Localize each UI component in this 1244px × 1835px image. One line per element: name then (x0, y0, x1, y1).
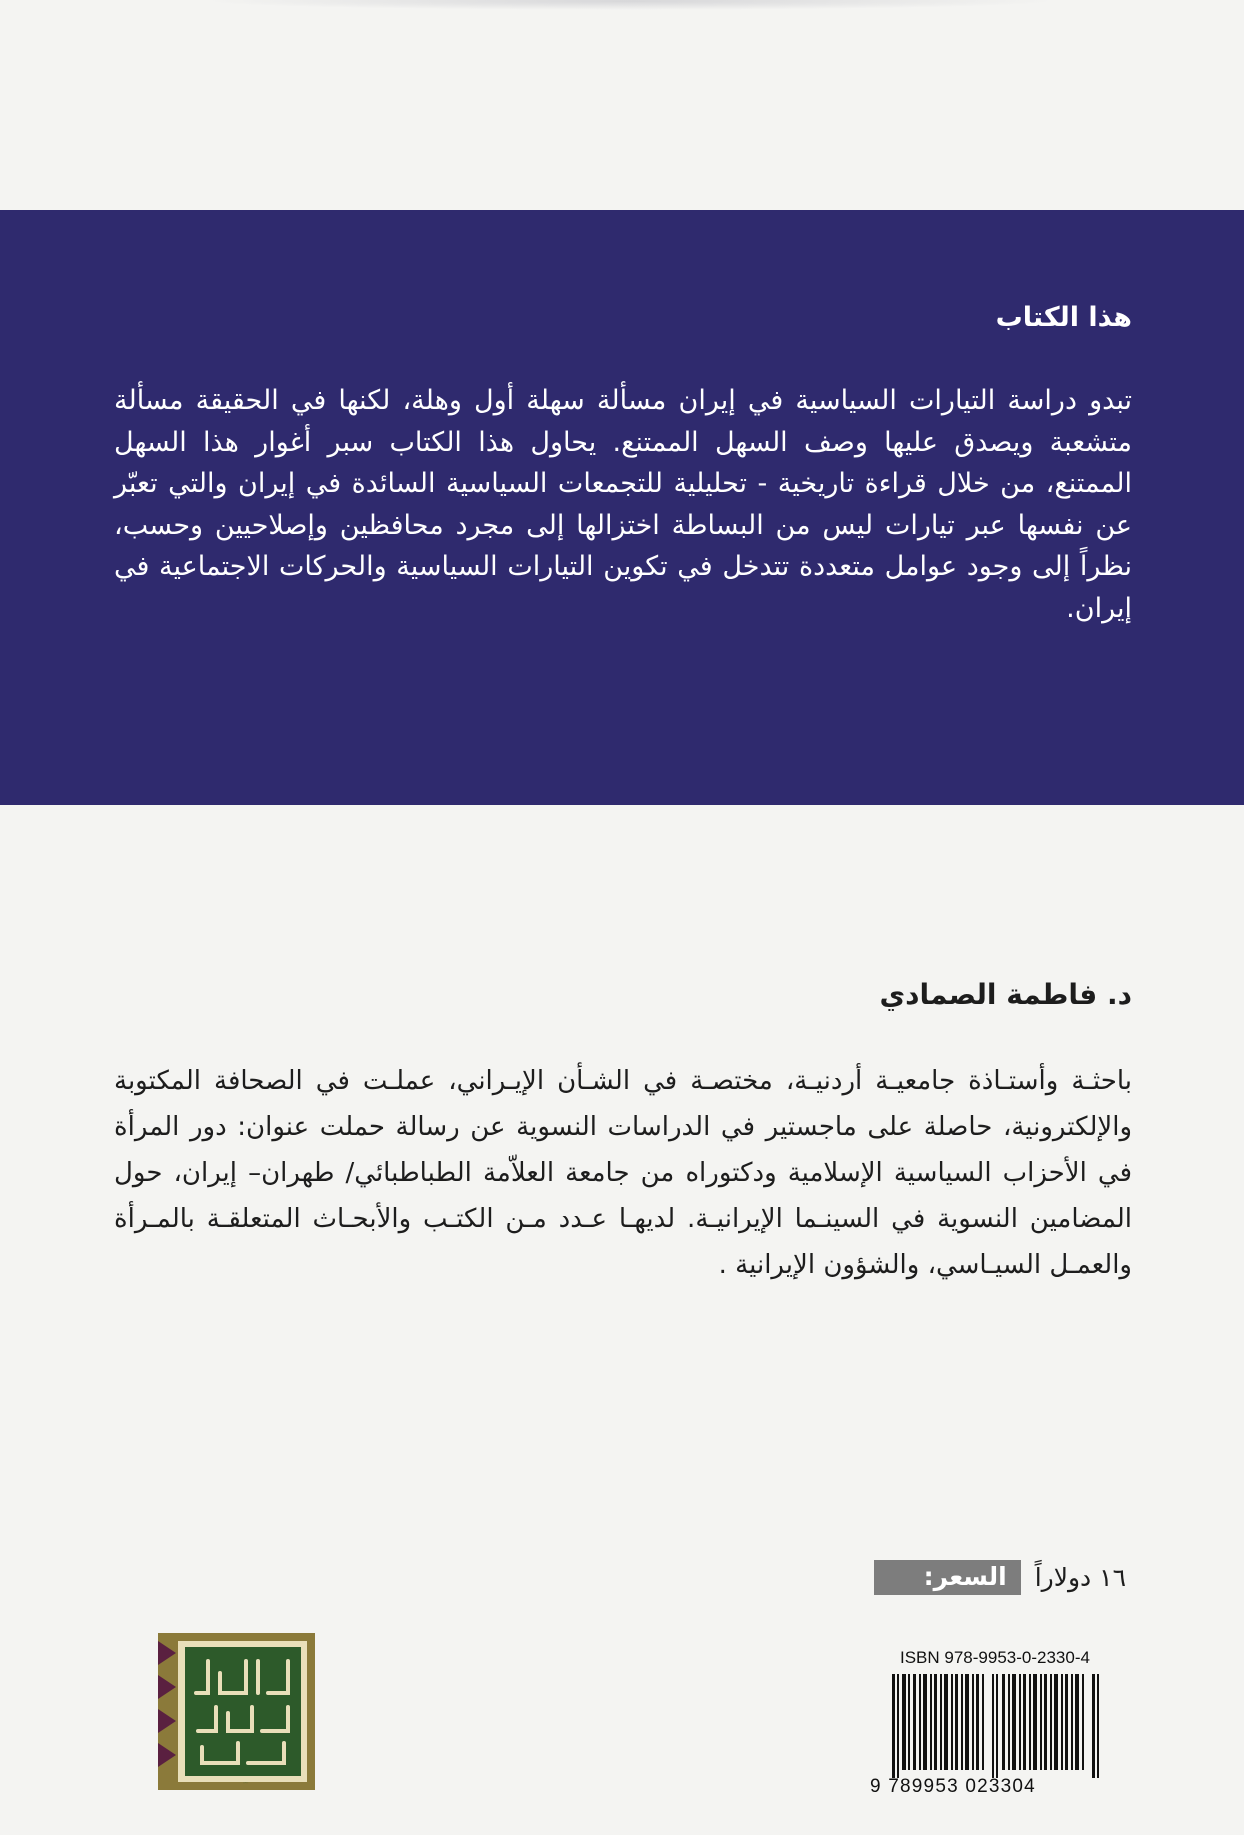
page-edge-shadow (200, 0, 1060, 10)
publisher-logo-icon (158, 1633, 315, 1790)
barcode-icon (892, 1674, 1102, 1778)
isbn-label: ISBN 978-9953-0-2330-4 (900, 1648, 1090, 1667)
author-name: د. فاطمة الصمادي (879, 978, 1132, 1011)
price-value: ١٦ دولاراً (1034, 1563, 1126, 1592)
about-book-heading: هذا الكتاب (995, 302, 1132, 333)
publisher-logo (158, 1633, 315, 1790)
price-row (874, 1560, 1126, 1595)
about-book-paragraph: تبدو دراسة التيارات السياسية في إيران مسألة سهلة أول وهلة، لكنها في الحقيقة مسألة متشعبة ويصدق عليها وصف السهل الممتنع. يحاول هذا الكتاب سبر أغوار هذا السهل الممتنع، من خلال قراءة تاريخية - تحليلية للتجمعات السياسية السائدة في إيران والتي تعبّر عن نفسها عبر تيارات ليس من البساطة اختزالها إلى مجرد محافظين وإصلاحيين وحسب، نظراً إلى وجود عوامل متعددة تتدخل في تكوين التيارات السياسية والحركات الاجتماعية في إيران. (114, 385, 1132, 624)
svg-text:مركز العربي: مركز العربي (243, 1783, 249, 1784)
barcode-digits: 9 789953 023304 (870, 1776, 1036, 1797)
price-label: السعر: (874, 1560, 1021, 1595)
author-bio: باحثـة وأستـاذة جامعيـة أردنيـة، مختصـة في الشـأن الإيـراني، عملـت في الصحافة المكتوبة والإلكترونية، حاصلة على ماجستير في الدراسات النسوية عن رسالة حملت عنوان: دور المرأة في الأحزاب السياسية الإسلامية ودكتوراه من جامعة العلاّمة الطباطبائي/ طهران– إيران، حول المضامين النسوية في السينـما الإيرانيـة. لديهـا عـدد مـن الكتـب والأبحـاث المتعلقـة بالمـرأة والعمـل السيـاسي، والشؤون الإيرانية . (114, 1066, 1132, 1280)
isbn-barcode (870, 1648, 1125, 1803)
